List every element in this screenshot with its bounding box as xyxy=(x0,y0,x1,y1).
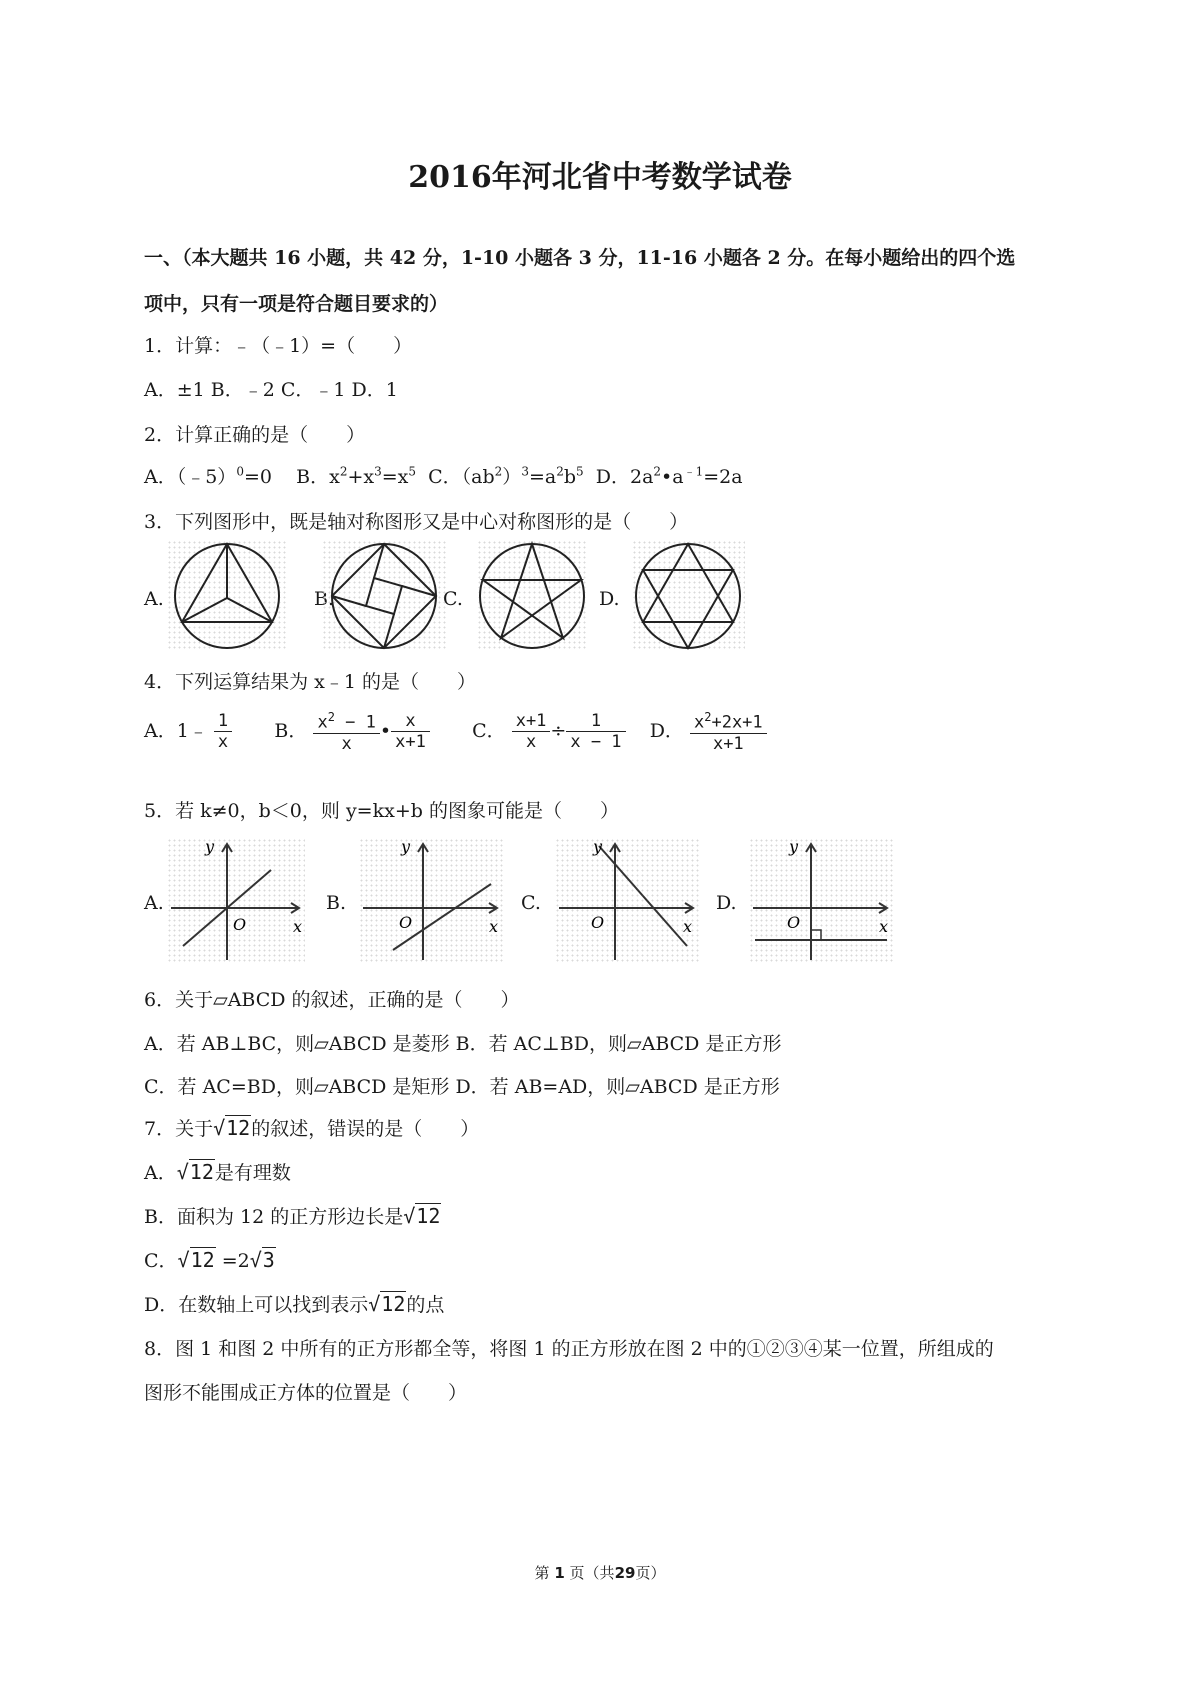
q3-label-a: A. xyxy=(144,588,164,610)
q4-d-fraction: $\frac{x^2+2x+1}{x+1}$ xyxy=(690,710,767,754)
q5-label-c: C. xyxy=(521,892,541,914)
q7-sqrt-12: √12 xyxy=(213,1116,251,1140)
q4-option-a: A．1﹣ $\frac{1}{x}$ xyxy=(144,720,238,742)
q5-label-a: A. xyxy=(144,892,164,914)
q5-b-x-label: x xyxy=(489,917,499,936)
q5-d-x-label: x xyxy=(879,917,889,936)
q4-options xyxy=(144,710,767,754)
q4-b-fraction-1: $\frac{x^2 - 1}{x}$ xyxy=(313,710,379,754)
q7-option-d: D．在数轴上可以找到表示√12的点 xyxy=(144,1292,445,1316)
q2-option-a: A．（﹣5）$^0$=0 xyxy=(144,464,272,488)
q5-stem: 5．若 k≠0，b＜0，则 y=kx+b 的图象可能是（ ） xyxy=(144,800,619,822)
section-heading-line2: 项中，只有一项是符合题目要求的） xyxy=(144,293,449,315)
q7-option-b: B．面积为 12 的正方形边长是√12 xyxy=(144,1204,441,1228)
q5-c-y-label: y xyxy=(593,838,603,856)
q3-figure-b-circle-pinwheel xyxy=(322,540,446,650)
q2-options xyxy=(144,462,743,489)
q4-option-d: D． $\frac{x^2+2x+1}{x+1}$ xyxy=(650,720,767,742)
q5-c-origin-label: O xyxy=(591,913,605,932)
q5-label-b: B. xyxy=(326,892,347,914)
q1-stem: 1．计算：﹣（﹣1）=（ ） xyxy=(144,335,413,357)
q5-graph-b xyxy=(359,838,503,963)
q2-option-c: C．$(ab^2)^3=a^2b^5$ xyxy=(428,464,584,488)
q7-option-c: C．√12 =2√3 xyxy=(144,1248,275,1272)
q5-b-y-label: y xyxy=(401,838,411,856)
page-title: 2016年河北省中考数学试卷 xyxy=(408,160,792,195)
q4-b-fraction-2: $\frac{x}{x+1}$ xyxy=(391,711,430,752)
q8-stem-line2: 图形不能围成正方体的位置是（ ） xyxy=(144,1382,468,1404)
footer-total-pages: 29 xyxy=(614,1564,636,1582)
q3-label-d: D. xyxy=(599,588,620,610)
q5-d-y-label: y xyxy=(789,838,799,856)
q3-stem: 3．下列图形中，既是轴对称图形又是中心对称图形的是（ ） xyxy=(144,511,689,533)
q3-figure-c-circle-star xyxy=(477,540,588,650)
q4-option-b: B． $\frac{x^2 - 1}{x}$ • $\frac{x}{x+1}$ xyxy=(274,720,435,742)
q4-a-fraction: $\frac{1}{x}$ xyxy=(214,711,232,752)
q5-a-y-label: y xyxy=(205,838,215,856)
q4-c-fraction-1: $\frac{x+1}{x}$ xyxy=(512,711,551,752)
q5-label-d: D. xyxy=(716,892,737,914)
q2-option-b: B．$x^2+x^3=x^5$ xyxy=(296,464,417,488)
q3-label-b: B. xyxy=(314,588,335,610)
q6-options-row2: C．若 AC=BD，则▱ABCD 是矩形 D．若 AB=AD，则▱ABCD 是正方形 xyxy=(144,1076,780,1098)
q5-graph-a xyxy=(167,838,305,963)
q1-options: A．±1 B．﹣2 C．﹣1 D．1 xyxy=(144,379,398,401)
q3-label-c: C. xyxy=(443,588,463,610)
q5-b-origin-label: O xyxy=(399,913,413,932)
q7-stem: 7．关于√12的叙述，错误的是（ ） xyxy=(144,1116,480,1140)
q5-a-x-label: x xyxy=(293,917,303,936)
q5-graph-c xyxy=(555,838,699,963)
q5-c-x-label: x xyxy=(683,917,693,936)
q7-option-a: A．√12是有理数 xyxy=(144,1160,291,1184)
q4-stem: 4．下列运算结果为 x﹣1 的是（ ） xyxy=(144,671,476,693)
q6-options-row1: A．若 AB⊥BC，则▱ABCD 是菱形 B．若 AC⊥BD，则▱ABCD 是正方形 xyxy=(144,1033,782,1055)
q5-graph-d xyxy=(749,838,893,963)
page-footer: 第 1 页（共29页） xyxy=(534,1564,666,1582)
q2-option-d: D．$2a^2•a^{﹣1}=2a$ xyxy=(595,464,743,488)
q5-d-origin-label: O xyxy=(787,913,801,932)
section-heading-line1: 一、（本大题共 16 小题，共 42 分，1-10 小题各 3 分，11-16 小题各 2 分。在每小题给出的四个选 xyxy=(144,247,1016,269)
q3-figure-d-circle-hexagram xyxy=(632,540,745,650)
q3-figure-a-circle-triangle xyxy=(167,540,288,650)
footer-page-number: 1 xyxy=(554,1564,565,1582)
q6-stem: 6．关于▱ABCD 的叙述，正确的是（ ） xyxy=(144,989,520,1011)
q4-option-c: C． $\frac{x+1}{x}$ ÷ $\frac{1}{x - 1}$ xyxy=(472,720,631,742)
q4-c-fraction-2: $\frac{1}{x - 1}$ xyxy=(566,711,625,752)
q2-stem: 2．计算正确的是（ ） xyxy=(144,424,366,446)
q8-stem-line1: 8．图 1 和图 2 中所有的正方形都全等，将图 1 的正方形放在图 2 中的①②③④某一位置，所组成的 xyxy=(144,1338,994,1360)
q5-a-origin-label: O xyxy=(233,915,247,934)
